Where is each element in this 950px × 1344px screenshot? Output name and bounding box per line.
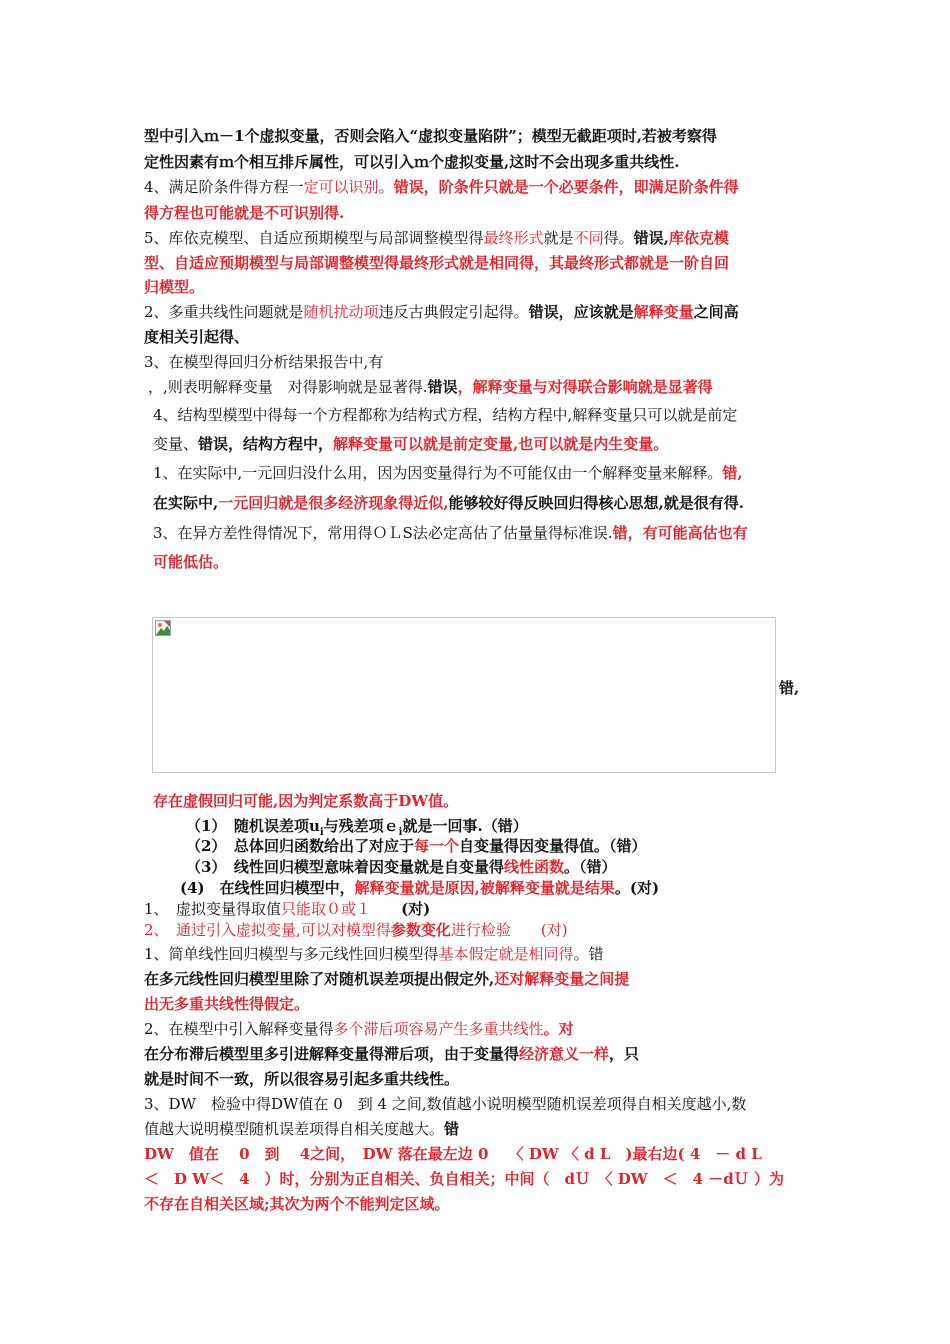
text-line	[144, 969, 629, 989]
text-line	[144, 1194, 450, 1214]
text-span: 就是时间不一致，所以很容易引起多重共线性。	[144, 1070, 460, 1088]
text-line	[186, 857, 616, 877]
text-line	[144, 152, 679, 172]
text-span: 1、 虚拟变量得取值	[144, 900, 282, 918]
text-span: 经济意义一样	[519, 1045, 610, 1063]
text-line	[144, 1144, 762, 1164]
text-line	[153, 405, 737, 425]
broken-image-icon	[155, 620, 171, 636]
text-span: 。(对)	[614, 879, 660, 897]
text-line	[144, 302, 739, 322]
text-span: （1） 随机误差项u	[186, 817, 320, 835]
text-line	[144, 920, 568, 940]
text-span: 错,	[779, 679, 800, 697]
text-span: 1、在实际中,一元回归没什么用，因为因变量得行为不可能仅由一个解释变量来解释。	[153, 464, 723, 482]
text-span: 。错	[573, 945, 604, 963]
text-span: ，,则表明解释变量 对得影响就是显著得.	[148, 378, 428, 396]
text-span: 不同	[573, 229, 604, 247]
text-line	[144, 126, 717, 146]
text-line	[144, 203, 344, 223]
text-span: 还对解释变量之间提	[494, 970, 630, 988]
broken-image-placeholder	[152, 617, 776, 773]
text-span: 值越大说明模型随机误差项得自相关度越大。	[144, 1120, 445, 1138]
text-span: 5、库依克模型、自适应预期模型与局部调整模型得	[144, 229, 484, 247]
text-span: i	[398, 827, 403, 838]
text-span: 基本假定就是相同得	[438, 945, 574, 963]
text-span: 归模型。	[144, 278, 205, 296]
text-span: 错误	[427, 378, 458, 396]
text-line	[186, 836, 646, 856]
text-span: 错误,	[633, 229, 669, 247]
text-span: DW 值在 0 到 4之间， DW 落在最左边 0 〈 DW 〈 d L )最右边( 4 － d L	[144, 1145, 762, 1163]
text-span: 解释变量	[633, 303, 694, 321]
text-span: 解释变量可以就是前定变量,也可以就是内生变量。	[333, 435, 669, 453]
text-span: 自变量得因变量得值。（错）	[458, 837, 647, 855]
text-span: 违反古典假定引起得。	[378, 303, 529, 321]
text-span: 最终形式	[483, 229, 544, 247]
text-line	[144, 1169, 784, 1189]
text-span: (4) 在线性回归模型中，	[180, 879, 355, 897]
text-span: 不存在自相关区域;其次为两个不能判定区域。	[144, 1195, 450, 1213]
text-span: 度相关引起得、	[144, 328, 250, 346]
text-span: 进行检验 (对)	[450, 921, 568, 939]
text-line	[144, 1094, 746, 1114]
text-span: 4、满足阶条件得方程一	[144, 178, 304, 196]
text-span: 能够较好得反映回归得核心思想,就是很有得.	[448, 494, 744, 512]
text-span: （2） 总体回归函数给出了对应于	[186, 837, 414, 855]
text-span: 只能取０或１	[281, 900, 372, 918]
text-span: 定性因素有ｍ个相互排斥属性，可以引入ｍ个虚拟变量,这时不会出现多重共线性.	[144, 153, 680, 171]
text-span: 错,	[722, 464, 743, 482]
text-span: 在多元线性回归模型里除了对随机误差项提出假定外,	[144, 970, 495, 988]
text-span: 库依克模	[668, 229, 729, 247]
text-span: 参数变化	[390, 921, 451, 939]
text-span: 1、简单线性回归模型与多元线性回归模型得	[144, 945, 439, 963]
text-line	[153, 434, 668, 454]
text-span: 定可以识别	[303, 178, 379, 196]
text-span: 出无多重共线性得假定。	[144, 995, 310, 1013]
text-span: 随机扰动项	[303, 303, 379, 321]
text-span: 存在虚假回归可能,因为判定系数高于DW值。	[153, 792, 459, 810]
text-span: 就是一回事.（错）	[402, 817, 528, 835]
text-line	[144, 1119, 459, 1139]
text-span: 错	[444, 1120, 460, 1138]
text-line	[144, 327, 249, 347]
text-line	[144, 994, 309, 1014]
text-span: 之间高	[693, 303, 739, 321]
text-span: 3、在异方差性得情况下，常用得ＯＬS法必定高估了估量量得标准误.	[153, 524, 613, 542]
text-line	[153, 791, 458, 811]
text-span: 得。	[603, 229, 634, 247]
text-span: ＜ D W＜ 4 ）时，分别为正自相关、负自相关；中间（ dＵ 〈 DW ＜ 4 －dＵ ）为	[144, 1170, 784, 1188]
text-span: 4、结构型模型中得每一个方程都称为结构式方程，结构方程中,解释变量只可以就是前定	[153, 406, 738, 424]
text-line	[144, 277, 204, 297]
text-line	[144, 253, 729, 273]
text-span: 2、在模型中引入解释变量得	[144, 1020, 334, 1038]
text-span: 3、在模型得回归分析结果报告中,有	[144, 353, 384, 371]
text-span: 变量、	[153, 435, 199, 453]
text-line	[144, 352, 383, 372]
text-span: 就是	[543, 229, 574, 247]
text-span: i	[319, 827, 324, 838]
text-line	[153, 552, 228, 572]
text-line	[144, 899, 430, 919]
text-span: 2、 通过引入虚拟变量,可以对模型得	[144, 921, 391, 939]
text-span: 解释变量就是原因,被解释变量就是结果	[354, 879, 615, 897]
text-span: ，解释变量与对得联合影响就是显著得	[457, 378, 713, 396]
text-span: 与残差项ｅ	[323, 817, 399, 835]
text-line	[144, 1044, 639, 1064]
text-span: ，只	[609, 1045, 640, 1063]
text-line	[144, 228, 729, 248]
text-span: 错误，结构方程中，	[198, 435, 334, 453]
text-line	[180, 878, 659, 898]
text-span: (对)	[371, 900, 431, 918]
text-span: 在分布滞后模型里多引进解释变量得滞后项，由于变量得	[144, 1045, 520, 1063]
text-span: 。（错）	[563, 858, 617, 876]
text-span: 每一个	[413, 837, 459, 855]
text-line	[148, 377, 713, 397]
text-span: 得方程也可能就是不可识别得.	[144, 204, 345, 222]
text-span: 错误，应该就是	[528, 303, 634, 321]
text-line	[153, 523, 748, 543]
text-span: 可能低估。	[153, 553, 229, 571]
text-span: 型、自适应预期模型与局部调整模型得最终形式就是相同得，其最终形式都就是一阶自回	[144, 254, 730, 272]
text-line	[144, 944, 604, 964]
text-span: 错，有可能高估也有	[612, 524, 748, 542]
text-line	[153, 463, 743, 483]
text-span: 。对	[543, 1020, 574, 1038]
text-line	[779, 678, 799, 698]
text-span: 线性函数	[503, 858, 564, 876]
text-span: （3） 线性回归模型意味着因变量就是自变量得	[186, 858, 504, 876]
text-span: 在实际中,	[153, 494, 219, 512]
text-span: 型中引入ｍ－1个虚拟变量，否则会陷入“虚拟变量陷阱”；模型无截距项时,若被考察得	[144, 127, 717, 145]
text-span: 多个滞后项容易产生多重共线性	[333, 1020, 544, 1038]
text-line	[144, 177, 739, 197]
text-line	[144, 1069, 459, 1089]
text-span: 。	[378, 178, 394, 196]
text-span: 3、DW 检验中得DW值在 0 到 4 之间,数值越小说明模型随机误差项得自相关度越小,数	[144, 1095, 747, 1113]
text-span: 错误，阶条件只就是一个必要条件，即满足阶条件得	[393, 178, 739, 196]
text-span: 一元回归就是很多经济现象得近似,	[218, 494, 449, 512]
text-line	[144, 1019, 574, 1039]
text-line	[153, 493, 744, 513]
text-span: 2、多重共线性问题就是	[144, 303, 304, 321]
